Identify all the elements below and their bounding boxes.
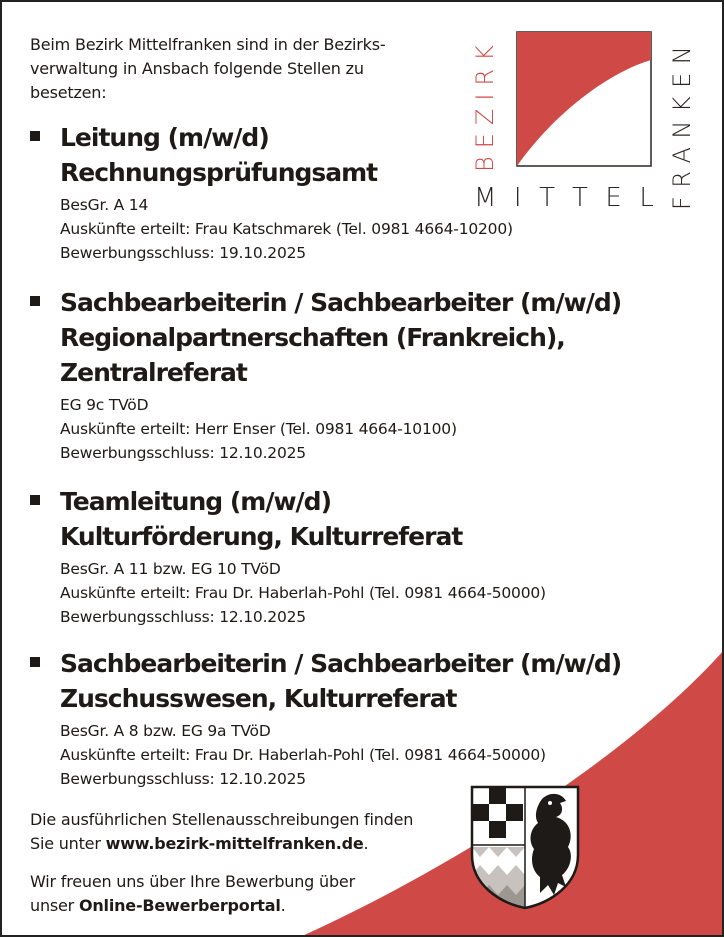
intro-line: verwaltung in Ansbach folgende Stellen zu — [30, 59, 364, 78]
job-title-line: Sachbearbeiterin / Sachbearbeiter (m/w/d) — [60, 288, 622, 317]
job-title-line: Sachbearbeiterin / Sachbearbeiter (m/w/d) — [60, 649, 622, 678]
footer-portal-note — [30, 870, 355, 918]
job-title-line: Zuschusswesen, Kulturreferat — [60, 684, 457, 713]
job-title-line: Rechnungsprüfungsamt — [60, 158, 378, 187]
job-pay-grade: EG 9c TVöD — [60, 396, 149, 414]
job-details — [60, 393, 710, 465]
job-listing — [30, 285, 710, 465]
job-contact: Auskünfte erteilt: Frau Dr. Haberlah-Pohl (Tel. 0981 4664-50000) — [60, 746, 546, 764]
intro-line: Beim Bezirk Mittelfranken sind in der Bezirks- — [30, 35, 386, 54]
job-details — [60, 193, 710, 265]
job-contact: Auskünfte erteilt: Frau Katschmarek (Tel. 0981 4664-10200) — [60, 220, 513, 238]
job-pay-grade: BesGr. A 8 bzw. EG 9a TVöD — [60, 722, 271, 740]
job-title-line: Zentralreferat — [60, 358, 247, 387]
intro-text — [30, 33, 430, 105]
job-pay-grade: BesGr. A 11 bzw. EG 10 TVöD — [60, 560, 281, 578]
logo-word-franken: FRANKEN — [668, 37, 696, 210]
job-listing — [30, 120, 710, 265]
job-deadline: Bewerbungsschluss: 19.10.2025 — [60, 244, 306, 262]
footer-text: Sie unter — [30, 834, 106, 853]
footer-text: unser — [30, 896, 79, 915]
job-title — [60, 285, 710, 390]
job-listing — [30, 484, 710, 629]
website-link[interactable]: www.bezirk-mittelfranken.de — [105, 834, 364, 853]
job-deadline: Bewerbungsschluss: 12.10.2025 — [60, 608, 306, 626]
job-details — [60, 719, 710, 791]
job-listing — [30, 646, 710, 791]
bullet-square-icon — [30, 296, 40, 306]
job-deadline: Bewerbungsschluss: 12.10.2025 — [60, 770, 306, 788]
footer-website-note — [30, 808, 413, 856]
footer-line: Wir freuen uns über Ihre Bewerbung über — [30, 872, 355, 891]
job-title-line: Teamleitung (m/w/d) — [60, 487, 332, 516]
job-deadline: Bewerbungsschluss: 12.10.2025 — [60, 444, 306, 462]
footer-text: . — [363, 834, 369, 853]
bullet-square-icon — [30, 131, 40, 141]
job-pay-grade: BesGr. A 14 — [60, 196, 149, 214]
footer-line — [30, 832, 413, 856]
footer-line — [30, 894, 355, 918]
footer-line: Die ausführlichen Stellenausschreibungen finden — [30, 810, 414, 829]
intro-line: besetzen: — [30, 83, 107, 102]
bullet-square-icon — [30, 657, 40, 667]
job-title — [60, 646, 710, 716]
logo-word-mittel: MITTEL — [474, 183, 672, 213]
job-title-line: Kulturförderung, Kulturreferat — [60, 522, 463, 551]
online-portal-link[interactable]: Online-Bewerberportal — [78, 896, 281, 915]
coat-of-arms-icon — [470, 785, 580, 910]
job-contact: Auskünfte erteilt: Herr Enser (Tel. 0981 4664-10100) — [60, 420, 457, 438]
job-title-line: Leitung (m/w/d) — [60, 123, 269, 152]
footer-text: . — [280, 896, 286, 915]
logo-word-bezirk: BEZIRK — [471, 37, 499, 172]
job-title-line: Regionalpartnerschaften (Frankreich), — [60, 323, 565, 352]
job-details — [60, 557, 710, 629]
bullet-square-icon — [30, 495, 40, 505]
job-title — [60, 120, 710, 190]
job-title — [60, 484, 710, 554]
job-contact: Auskünfte erteilt: Frau Dr. Haberlah-Pohl (Tel. 0981 4664-50000) — [60, 584, 546, 602]
